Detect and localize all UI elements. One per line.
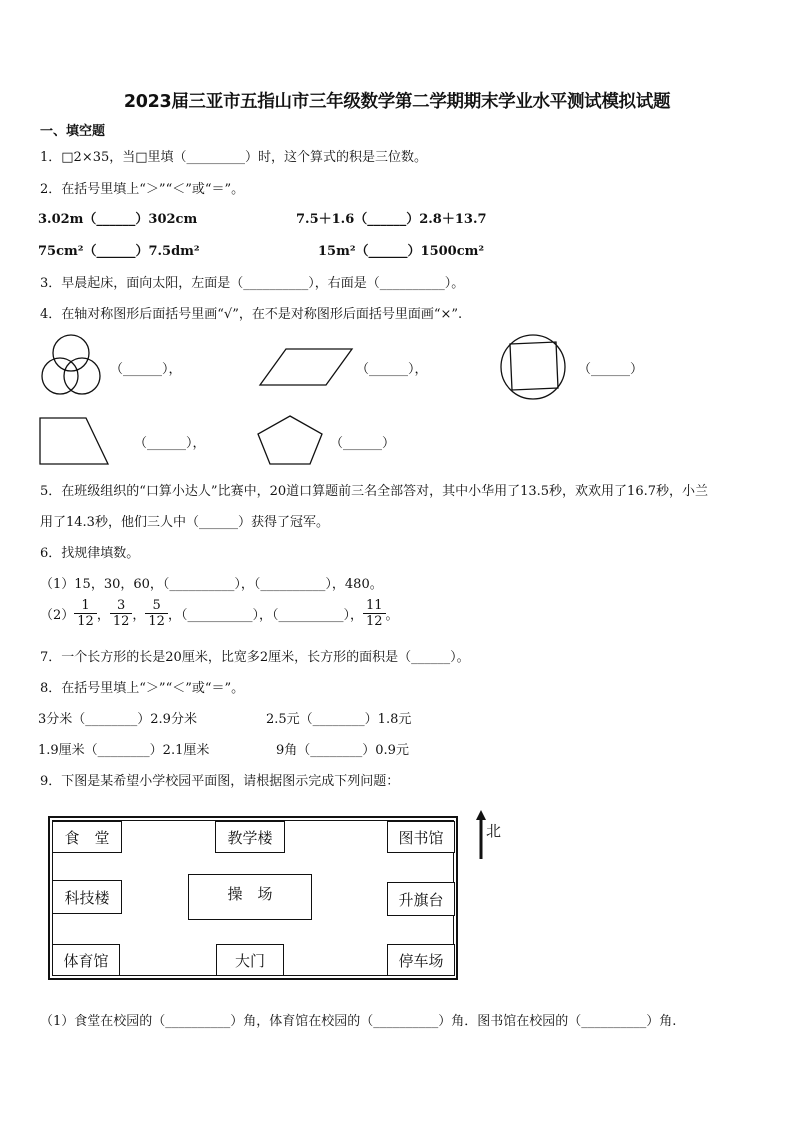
library-label: 图书馆	[387, 821, 455, 853]
question-8-stem: 8．在括号里填上“＞”“＜”或“＝”。	[40, 681, 245, 696]
parallelogram-figure	[258, 347, 354, 387]
question-8-item: 2.5元（________）1.8元	[266, 712, 412, 727]
part-label: （2）	[40, 608, 75, 623]
circle-with-square-figure	[498, 332, 568, 402]
fraction: $\frac{11}{12}$	[363, 598, 386, 629]
question-2-item: 7.5＋1.6（______）2.8＋13.7	[296, 212, 487, 227]
canteen-label: 食 堂	[52, 821, 122, 853]
parking-label: 停车场	[387, 944, 455, 976]
answer-blank[interactable]: （______）	[330, 436, 396, 451]
question-9-part1: （1）食堂在校园的（__________）角，体育馆在校园的（__________）角．图书馆在校园的（__________）角.	[40, 1014, 677, 1029]
question-2-item: 75cm²（______）7.5dm²	[38, 244, 200, 259]
answer-blank[interactable]: （______），	[356, 362, 428, 377]
question-6-part1: （1）15，30，60，（__________），（__________），480。	[40, 577, 383, 592]
page-title: 2023届三亚市五指山市三年级数学第二学期期末学业水平测试模拟试题	[123, 92, 671, 112]
flag-platform-label: 升旗台	[387, 882, 455, 916]
answer-blank[interactable]: （______），	[110, 362, 182, 377]
question-6-part2: （2） $\frac{1}{12}$ ， $\frac{3}{12}$ ， $\frac{5}{12}$ ，（__________），（__________）， $\frac{11}{12}$ 。	[40, 598, 399, 629]
gym-label: 体育馆	[52, 944, 120, 976]
question-8-item: 9角（________）0.9元	[276, 743, 409, 758]
answer-blank[interactable]: （______）	[578, 362, 644, 377]
answer-blanks[interactable]: ，（__________），（__________），	[167, 608, 363, 623]
three-circles-figure	[38, 330, 104, 400]
trapezoid-figure	[38, 416, 110, 466]
north-label: 北	[486, 822, 502, 840]
fraction: $\frac{3}{12}$	[110, 598, 133, 629]
question-3: 3．早晨起床，面向太阳，左面是（__________），右面是（__________）。	[40, 276, 465, 291]
question-5-line: 5．在班级组织的“口算小达人”比赛中，20道口算题前三名全部答对，其中小华用了13.5秒，欢欢用了16.7秒，小兰	[40, 484, 708, 499]
question-8-item: 3分米（________）2.9分米	[38, 712, 197, 727]
fraction: $\frac{5}{12}$	[145, 598, 168, 629]
question-4-stem: 4．在轴对称图形后面括号里画“√”，在不是对称图形后面括号里面画“×”.	[40, 307, 463, 322]
question-2-stem: 2．在括号里填上“＞”“＜”或“＝”。	[40, 182, 245, 197]
question-2-item: 15m²（______）1500cm²	[318, 244, 485, 259]
question-5-line: 用了14.3秒，他们三人中（______）获得了冠军。	[40, 515, 329, 530]
section-heading: 一、填空题	[40, 124, 106, 139]
teaching-building-label: 教学楼	[215, 821, 285, 853]
question-8-item: 1.9厘米（________）2.1厘米	[38, 743, 210, 758]
science-building-label: 科技楼	[52, 880, 122, 914]
question-6-stem: 6．找规律填数。	[40, 546, 140, 561]
playground-label: 操 场	[188, 874, 312, 920]
question-2-item: 3.02m（______）302cm	[38, 212, 198, 227]
pentagon-figure	[256, 414, 324, 466]
gate-label: 大门	[216, 944, 284, 976]
fraction: $\frac{1}{12}$	[74, 598, 97, 629]
question-1: 1．□2×35，当□里填（_________）时，这个算式的积是三位数。	[40, 150, 428, 165]
answer-blank[interactable]: （______），	[134, 436, 206, 451]
question-7: 7．一个长方形的长是20厘米，比宽多2厘米，长方形的面积是（______）。	[40, 650, 470, 665]
question-9-stem: 9．下图是某希望小学校园平面图，请根据图示完成下列问题：	[40, 774, 400, 789]
